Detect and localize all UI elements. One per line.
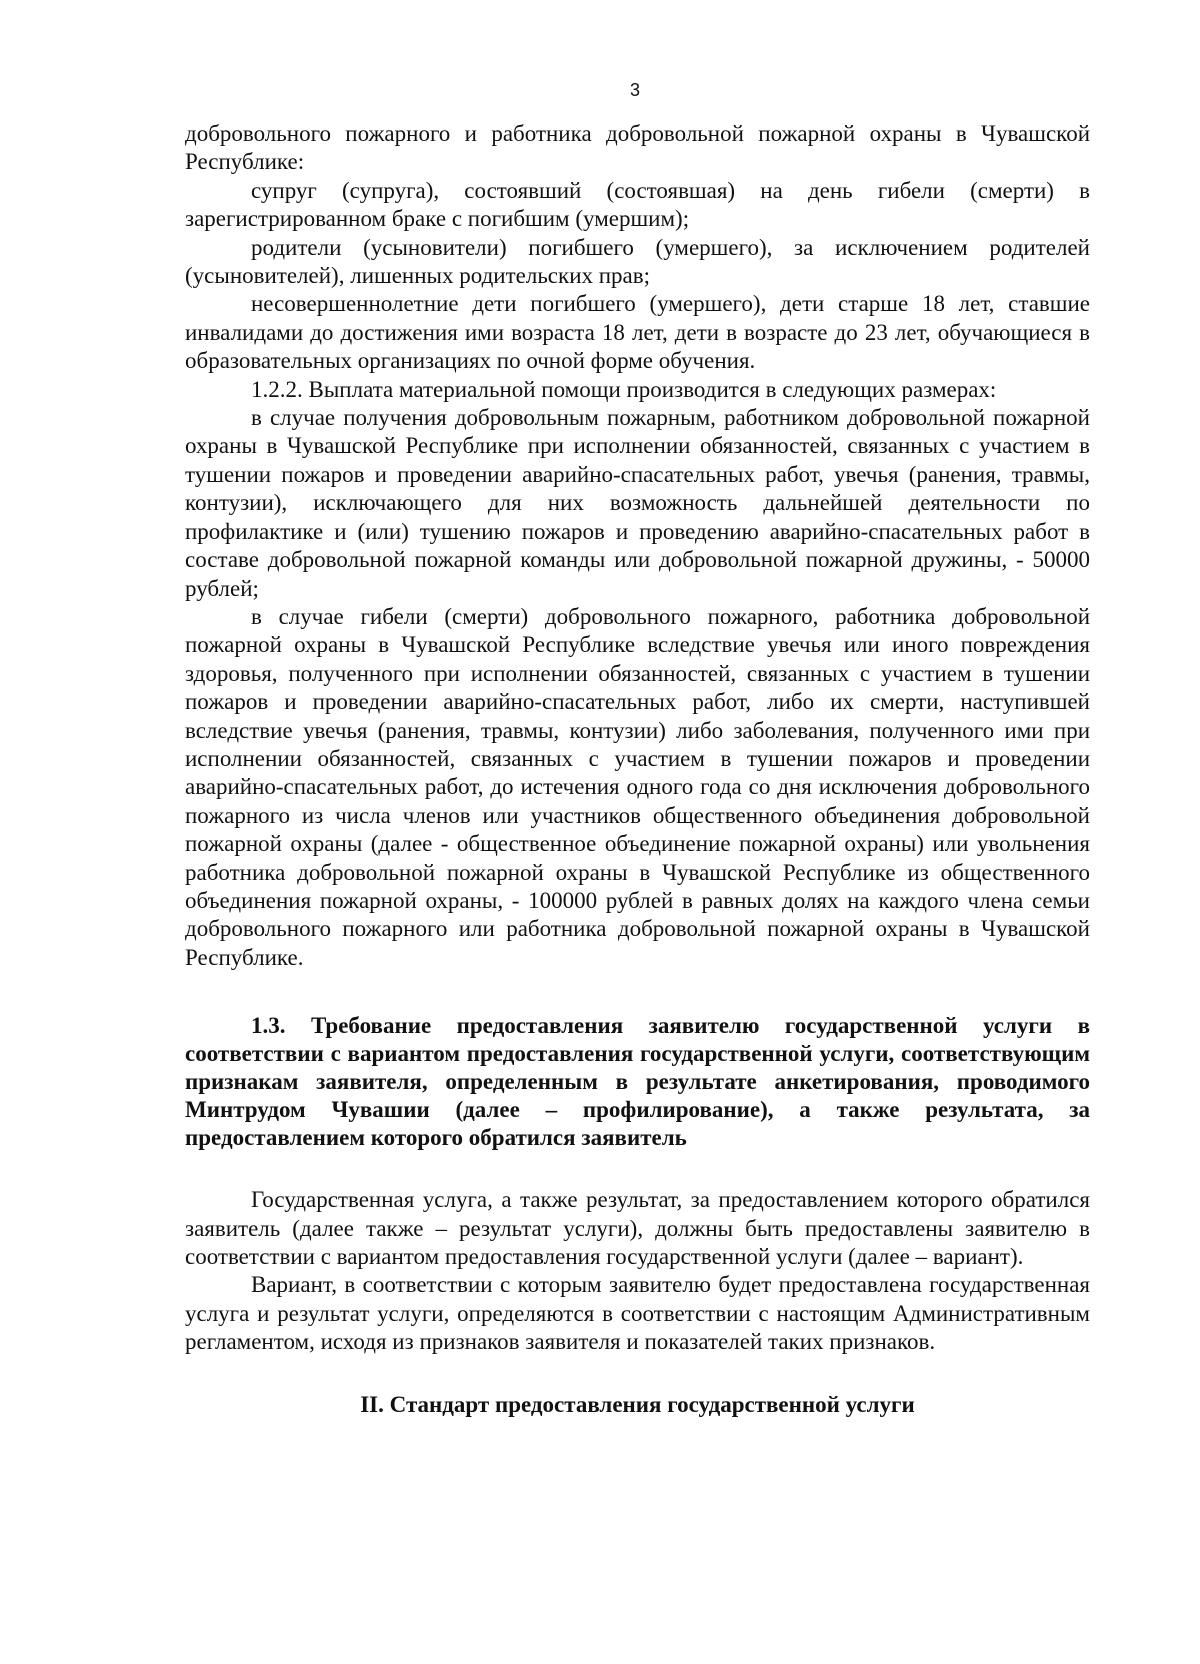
paragraph: Государственная услуга, а также результат, за предоставлением которого обратился заявитель (далее также – результат услуги), должны быть предоставлены заявителю в соответствии с вариантом предоставления государственной услуги (далее – вариант). — [185, 1187, 1090, 1269]
paragraph: несовершеннолетние дети погибшего (умершего), дети старше 18 лет, ставшие инвалидами до достижения ими возраста 18 лет, дети в возрасте до 23 лет, обучающиеся в образовательных организациях по очной форме обучения. — [185, 291, 1090, 374]
paragraph: в случае получения добровольным пожарным, работником добровольной пожарной охраны в Чувашской Республике при исполнении обязанностей, связанных с участием в тушении пожаров и проведении аварийно-спасательных работ, увечья (ранения, травмы, контузии), исключающего для них возможность дальнейшей деятельности по профилактике и (или) тушению пожаров и проведению аварийно-спасательных работ в составе добровольной пожарной команды или добровольной пожарной дружины, - 50000 рублей; — [185, 405, 1090, 601]
paragraph: родители (усыновители) погибшего (умершего), за исключением родителей (усыновителей), лишенных родительских прав; — [185, 234, 1090, 289]
paragraph: Вариант, в соответствии с которым заявителю будет предоставлена государственная услуга и результат услуги, определяются в соответствии с настоящим Административным регламентом, исходя из признаков заявителя и показателей таких признаков. — [185, 1272, 1090, 1355]
paragraph: добровольного пожарного и работника добровольной пожарной охраны в Чувашской Республике: — [185, 121, 1090, 175]
paragraph: в случае гибели (смерти) добровольного пожарного, работника добровольной пожарной охраны в Чувашской Республике вследствие увечья или иного повреждения здоровья, полученного при исполнении обязанностей, связанных с участием в тушении пожаров и проведении аварийно-спасательных работ, либо их смерти, наступившей вследствие увечья (ранения, травмы, контузии) либо заболевания, полученного ими при исполнении обязанностей, связанных с участием в тушении пожаров и проведении аварийно-спасательных работ, до истечения одного года со дня исключения добровольного пожарного из числа членов или участников общественного объединения добровольной пожарной охраны (далее - общественное объединение пожарной охраны) или увольнения работника добровольной пожарной охраны в Чувашской Республике из общественного объединения пожарной охраны, - 100000 рублей в равных долях на каждого члена семьи добровольного пожарного или работника добровольной пожарной охраны в Чувашской Республике. — [185, 603, 1090, 970]
paragraph: супруг (супруга), состоявший (состоявшая) на день гибели (смерти) в зарегистрированном браке с погибшим (умершим); — [185, 177, 1090, 232]
page-number: 3 — [629, 80, 640, 100]
document-body — [185, 120, 1090, 1419]
section-heading-ii: II. Стандарт предоставления государственной услуги — [360, 1391, 915, 1417]
paragraph: 1.2.2. Выплата материальной помощи производится в следующих размерах: — [251, 376, 997, 402]
section-heading-1-3: 1.3. Требование предоставления заявителю государственной услуги в соответствии с вариантом предоставления государственной услуги, соответствующим признакам заявителя, определенным в результате анкетирования, проводимого Минтрудом Чувашии (далее – профилирование), а также результата, за предоставлением которого обратился заявитель — [185, 1013, 1090, 1151]
